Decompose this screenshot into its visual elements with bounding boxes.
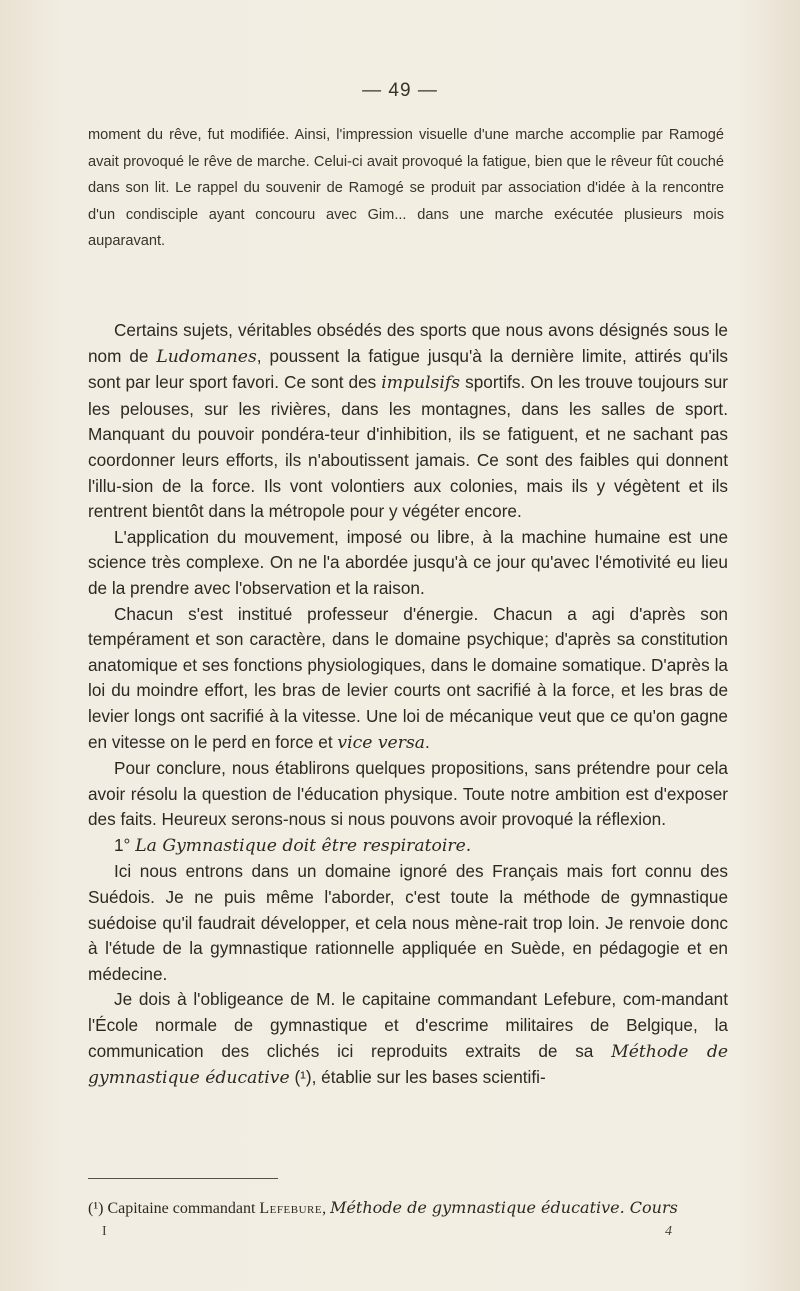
small-paragraph: moment du rêve, fut modifiée. Ainsi, l'impression visuelle d'une marche accomplie par Ramogé avait provoqué le rêve de marche. Celui-ci avait provoqué la fatigue, bien que le rêveur fût couché dans son lit. Le rappel du souvenir de Ramogé se produit par association d'idée à la rencontre d'un condisciple ayant concouru avec Gim... dans une marche exécutée plusieurs mois auparavant. <box>88 127 724 249</box>
paragraph-application: L'application du mouvement, imposé ou libre, à la machine humaine est une science très complexe. On ne l'a abordée jusqu'à ce jour qu'avec l'émotivité eu lieu de la prendre avec l'observation et la raison. <box>88 526 728 598</box>
heading-number: 1° <box>114 834 136 855</box>
italic-term: vice versa <box>337 732 426 753</box>
text-run: , <box>322 1200 331 1217</box>
text-run: , établie sur les bases scientifi- <box>311 1067 546 1088</box>
text-run: Certains sujets, véritables obsédés des sports que nous avons désignés sous le nom de <box>88 320 728 366</box>
paragraph-conclure: Pour conclure, nous établirons quelques propositions, sans prétendre pour cela avoir résolu la question de l'éducation physique. Toute notre ambition est d'exposer des faits. Heureux serons-nous si nous pouvons avoir provoqué la réflexion. <box>88 758 728 830</box>
footnote-rule <box>88 1178 278 1179</box>
text-run: , poussent la fatigue jusqu'à la dernière limite, attirés qu'ils sont par leur sport favori. Ce sont des <box>88 345 728 393</box>
footnote-mark: (¹) <box>88 1200 108 1217</box>
paragraph-suedois: Ici nous entrons dans un domaine ignoré des Français mais fort connu des Suédois. Je ne puis même l'aborder, c'est toute la méthode de gymnastique suédoise qu'il faudrait développer, et cela nous mène-rait trop loin. Je renvoie donc à l'étude de la gymnastique rationnelle appliquée en Suède, en pédagogie et en médecine. <box>88 861 728 984</box>
text-run: sportifs. On les trouve toujours sur les pelouses, sur les rivières, dans les montagnes, dans les salles de sport. Manquant du pouvoir pondéra-teur d'inhibition, ils se fatiguent, et ne sachant pas coordonner leurs efforts, ils n'aboutissent jamais. Ce sont des faibles qui donnent l'illu-sion de la force. Ils vont volontiers aux colonies, mais ils y végètent et ils rentrent bientôt dans la métropole pour y végéter encore. <box>88 372 729 522</box>
text-run: Capitaine commandant <box>107 1200 260 1217</box>
signature-right: 4 <box>665 1224 672 1239</box>
page-number: — 49 — <box>362 80 438 101</box>
footnote-ref: (¹) <box>289 1067 312 1088</box>
heading-title: La Gymnastique doit être respiratoire. <box>135 835 472 856</box>
paragraph-ludomanes <box>88 318 728 525</box>
paragraph-lefebure <box>88 987 728 1091</box>
text-run: Je dois à l'obligeance de M. le capitaine commandant Lefebure, com-mandant l'École normale de gymnastique et d'escrime militaires de Belgique, la communication des clichés ici reproduits extraits de sa <box>88 989 728 1061</box>
italic-term: impulsifs <box>381 373 461 394</box>
paragraph-energie <box>88 602 728 757</box>
section-heading <box>88 833 728 860</box>
italic-term: Ludomanes <box>156 346 257 367</box>
author-name: Lefebure <box>259 1200 323 1217</box>
text-run: . <box>425 731 430 752</box>
italic-title: Méthode de gymnastique éducative. Cours <box>330 1198 678 1217</box>
signature-line <box>0 1224 800 1246</box>
main-text <box>88 318 728 1092</box>
text-run: Chacun s'est institué professeur d'énergie. Chacun a agi d'après son tempérament et son caractère, dans le domaine psychique; d'après sa constitution anatomique et ses fonctions physiologiques, dans le domaine somatique. D'après la loi du moindre effort, les bras de levier courts ont sacrifié à la force, et les bras de levier longs ont sacrifié à la vitesse. Une loi de mécanique veut que ce qu'on gagne en vitesse on le perd en force et <box>88 603 728 752</box>
italic-title: Méthode de gymnastique éducative <box>88 1041 728 1089</box>
footnote <box>88 1198 728 1219</box>
signature-left: I <box>102 1224 107 1239</box>
